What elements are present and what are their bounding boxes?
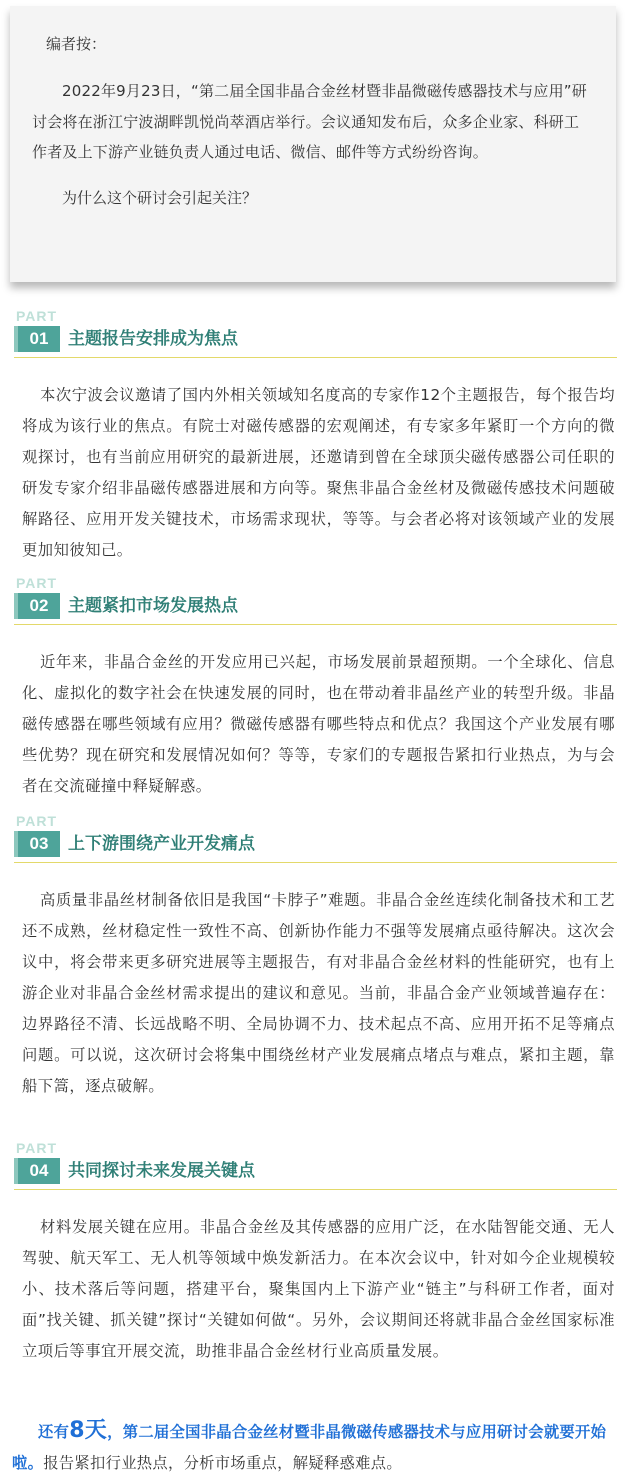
section-title: 上下游围绕产业开发痛点 [68, 834, 255, 854]
section-header [0, 1140, 629, 1200]
editor-note-label: 编者按： [46, 35, 107, 53]
editor-note-question: 为什么这个研讨会引起关注？ [62, 188, 258, 207]
section-number: 02 [18, 593, 60, 619]
section-title: 主题报告安排成为焦点 [68, 329, 238, 349]
part-tag: PART [16, 1140, 58, 1156]
section-divider [14, 1189, 617, 1190]
section-number: 01 [18, 326, 60, 352]
section-body: 本次宁波会议邀请了国内外相关领域知名度高的专家作12个主题报告，每个报告均将成为该行业的焦点。有院士对磁传感器的宏观阐述，有专家多年紧盯一个方向的微观探讨，也有当前应用研究的最新进展，还邀请到曾在全球顶尖磁传感器公司任职的研发专家介绍非晶磁传感器进展和方向等。聚焦非晶合金丝材及微磁传感技术问题破解路径、应用开发关键技术，市场需求现状，等等。与会者必将对该领域产业的发展更加知彼知己。 [22, 386, 615, 559]
part-tag: PART [16, 575, 58, 591]
section-02 [0, 575, 629, 802]
editor-note-card [10, 6, 616, 282]
section-header [0, 308, 629, 368]
closing-highlight: ，第二届全国非晶合金丝材暨非晶微磁传感器技术与应用研讨会就要开始啦。 [12, 1423, 607, 1473]
editor-note-paragraph: 2022年9月23日，“第二届全国非晶合金丝材暨非晶微磁传感器技术与应用”研讨会将在浙江宁波湖畔凯悦尚萃酒店举行。会议通知发布后，众多企业家、科研工作者及上下游产业链负责人通过电话、微信、邮件等方式纷纷咨询。 [32, 82, 587, 161]
section-body: 材料发展关键在应用。非晶合金丝及其传感器的应用广泛，在水陆智能交通、无人驾驶、航天军工、无人机等领域中焕发新活力。在本次会议中，针对如今企业规模较小、技术落后等问题，搭建平台，聚集国内上下游产业“链主”与科研工作者，面对面”找关键、抓关键”探讨“关键如何做“。另外，会议期间还将就非晶合金丝国家标准立项后等事宜开展交流，助推非晶合金丝材行业高质量发展。 [22, 1218, 615, 1360]
closing-prefix: 还有 [38, 1423, 70, 1442]
section-01 [0, 308, 629, 566]
closing-paragraph [12, 1415, 618, 1479]
closing-rest: 报告紧扣行业热点，分析市场重点，解疑释惑难点。 [43, 1454, 402, 1473]
section-body: 高质量非晶丝材制备依旧是我国“卡脖子”难题。非晶合金丝连续化制备技术和工艺还不成熟，丝材稳定性一致性不高、创新协作能力不强等发展痛点亟待解决。这次会议中，将会带来更多研究进展等主题报告，有对非晶合金丝材料的性能研究，也有上游企业对非晶合金丝材需求提出的建议和意见。当前，非晶合金产业领域普遍存在：边界路径不清、长远战略不明、全局协调不力、技术起点不高、应用开拓不足等痛点问题。可以说，这次研讨会将集中围绕丝材产业发展痛点堵点与难点，紧扣主题，靠船下篙，逐点破解。 [22, 891, 615, 1095]
section-header [0, 575, 629, 635]
section-number: 04 [18, 1158, 60, 1184]
section-header [0, 813, 629, 873]
section-number: 03 [18, 831, 60, 857]
section-04 [0, 1140, 629, 1367]
section-title: 共同探讨未来发展关键点 [68, 1161, 255, 1181]
part-tag: PART [16, 813, 58, 829]
closing-days: 8天 [69, 1418, 108, 1444]
section-03 [0, 813, 629, 1102]
section-title: 主题紧扣市场发展热点 [68, 596, 238, 616]
section-body: 近年来，非晶合金丝的开发应用已兴起，市场发展前景超预期。一个全球化、信息化、虚拟化的数字社会在快速发展的同时，也在带动着非晶丝产业的转型升级。非晶磁传感器在哪些领域有应用？微磁传感器有哪些特点和优点？我国这个产业发展有哪些优势？现在研究和发展情况如何？等等，专家们的专题报告紧扣行业热点，为与会者在交流碰撞中释疑解惑。 [22, 653, 615, 795]
section-divider [14, 624, 617, 625]
part-tag: PART [16, 308, 58, 324]
section-divider [14, 357, 617, 358]
section-divider [14, 862, 617, 863]
